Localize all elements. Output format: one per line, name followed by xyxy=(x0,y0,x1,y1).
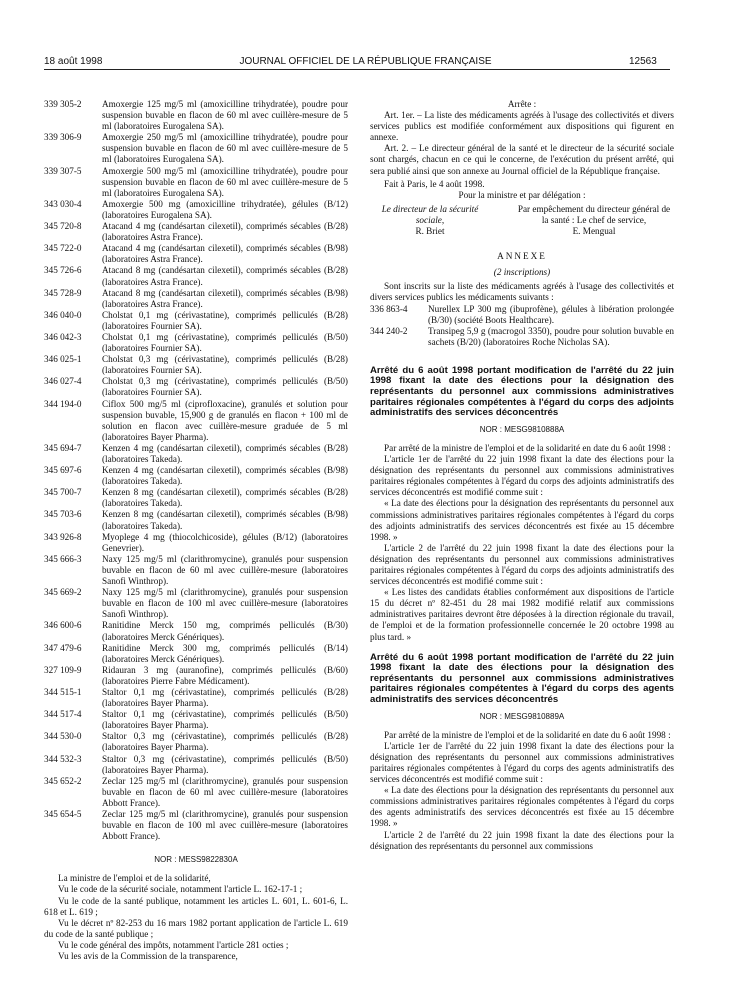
body-paragraph: L'article 1er de l'arrêté du 22 juin 1998 fixant la date des élections pour la désignation des représentants du personnel aux commissions administratives paritaires régionales compétentes à l'égard du corps des adjoints administratifs des services déconcentrés est modifié comme suit : xyxy=(370,454,674,498)
drug-code: 346 600-6 xyxy=(44,620,82,631)
signatory-right-title: Par empêchement du directeur général de la santé : Le chef de service, xyxy=(517,203,671,225)
body-paragraph: L'article 1er de l'arrêté du 22 juin 1998 fixant la date des élections pour la désignation des représentants du personnel aux commissions administratives paritaires régionales compétentes à l'égard du corps des agents administratifs des services déconcentrés est modifié comme suit : xyxy=(370,740,674,785)
drug-code: 336 863-4 xyxy=(370,303,408,314)
drug-description: Atacand 4 mg (candésartan cilexetil), comprimés sécables (B/98) (laboratoires Astra France). xyxy=(102,243,348,265)
drug-code: 345 666-3 xyxy=(44,553,82,564)
nor-reference-1: NOR : MESG9810888A xyxy=(479,424,565,434)
preamble-line: La ministre de l'emploi et de la solidarité, xyxy=(58,873,211,884)
drug-code: 346 025-1 xyxy=(44,354,82,365)
arrete-label: Arrête : xyxy=(507,99,537,109)
drug-entry xyxy=(44,554,348,587)
delegation-line: Pour la ministre et par délégation : xyxy=(458,189,586,200)
drug-description: Amoxergie 500 mg/5 ml (amoxicilline trihydratée), poudre pour suspension buvable en flacon de 60 ml avec cuillère-mesure de 5 ml (laboratoires Eurogalena SA). xyxy=(102,165,348,198)
drug-description: Amoxergie 500 mg (amoxicilline trihydratée), gélules (B/12) (laboratoires Eurogalena SA). xyxy=(102,198,348,220)
drug-entry xyxy=(44,221,348,243)
drug-code: 344 240-2 xyxy=(370,325,408,336)
drug-description: Myoplege 4 mg (thiocolchicoside), gélules (B/12) (laboratoires Genevrier). xyxy=(102,531,348,553)
preamble-line: Vu le code général des impôts, notamment l'article 281 octies ; xyxy=(58,939,289,950)
drug-code: 344 515-1 xyxy=(44,686,82,697)
decree-body-1 xyxy=(370,443,674,643)
drug-description: Kenzen 4 mg (candésartan cilexetil), comprimés sécables (B/98) (laboratoires Takeda). xyxy=(102,465,348,487)
drug-entry xyxy=(44,288,348,310)
drug-description: Staltor 0,1 mg (cérivastatine), comprimés pelliculés (B/28) (laboratoires Bayer Pharma). xyxy=(102,686,348,709)
drug-list xyxy=(44,99,348,842)
body-paragraph: L'article 2 de l'arrêté du 22 juin 1998 fixant la date des élections pour la désignation des représentants du personnel aux commissions administratives paritaires régionales compétentes à l'égard du corps des adjoints administratifs des services déconcentrés est modifié comme suit : xyxy=(370,542,674,587)
drug-description: Ranitidine Merck 150 mg, comprimés pelliculés (B/30) (laboratoires Merck Génériques). xyxy=(102,620,348,642)
drug-code: 339 306-9 xyxy=(44,132,82,143)
drug-entry xyxy=(44,376,348,398)
drug-description: Cholstat 0,1 mg (cérivastatine), comprimés pelliculés (B/50) (laboratoires Fournier SA). xyxy=(102,331,348,354)
drug-code: 339 305-2 xyxy=(44,99,82,109)
drug-entry xyxy=(44,809,348,842)
drug-entry xyxy=(44,587,348,620)
drug-entry xyxy=(44,199,348,221)
drug-entry xyxy=(44,509,348,531)
drug-entry xyxy=(44,166,348,199)
drug-code: 346 040-0 xyxy=(44,309,82,320)
drug-description: Cholstat 0,1 mg (cérivastatine), comprimés pelliculés (B/28) (laboratoires Fournier SA). xyxy=(102,309,348,331)
preamble-line: Vu le décret nº 82-253 du 16 mars 1982 portant application de l'article L. 619 du code de la santé publique ; xyxy=(44,917,348,939)
signatory-left-title: Le directeur de la sécurité sociale, xyxy=(381,203,479,225)
drug-description: Ridauran 3 mg (auranofine), comprimés pelliculés (B/60) (laboratoires Pierre Fabre Médicament). xyxy=(102,664,348,686)
drug-code: 343 926-8 xyxy=(44,531,82,542)
drug-entry xyxy=(44,99,348,132)
drug-description: Atacand 4 mg (candésartan cilexetil), comprimés sécables (B/28) (laboratoires Astra France). xyxy=(102,221,348,243)
drug-code: 344 532-3 xyxy=(44,753,82,764)
drug-description: Kenzen 4 mg (candésartan cilexetil), comprimés sécables (B/28) (laboratoires Takeda). xyxy=(102,442,348,464)
nor-reference: NOR : MESS9822830A xyxy=(154,855,238,865)
drug-entry xyxy=(44,265,348,287)
body-paragraph: « Les listes des candidats établies conformément aux dispositions de l'article 15 du décret nº 82-451 du 28 mai 1982 modifié relatif aux commissions administratives paritaires devront être déposées à la direction régionale du travail, de l'emploi et de la formation professionnelle concernée le 20 octobre 1998 au plus tard. » xyxy=(370,587,674,642)
drug-description: Naxy 125 mg/5 ml (clarithromycine), granulés pour suspension buvable en flacon de 60 ml avec cuillère-mesure (laboratoires Sanofi Winthrop). xyxy=(102,553,348,587)
drug-entry xyxy=(44,132,348,165)
preamble-line: Vu les avis de la Commission de la transparence, xyxy=(58,951,238,962)
header-rule xyxy=(44,69,670,70)
drug-code: 347 479-6 xyxy=(44,642,82,653)
drug-description: Kenzen 8 mg (candésartan cilexetil), comprimés sécables (B/98) (laboratoires Takeda). xyxy=(102,509,348,531)
drug-code: 344 530-0 xyxy=(44,731,82,742)
decree-heading-2: Arrêté du 6 août 1998 portant modification de l'arrêté du 22 juin 1998 fixant la date des élections pour la désignation des représentants du personnel aux commissions administratives paritaires régionales compétentes à l'égard du corps des agents administratifs des services déconcentrés xyxy=(370,651,674,705)
header-date: 18 août 1998 xyxy=(44,56,103,67)
drug-entry xyxy=(44,443,348,465)
drug-entry xyxy=(44,643,348,665)
header-journal-title: JOURNAL OFFICIEL DE LA RÉPUBLIQUE FRANÇAISE xyxy=(239,56,492,67)
drug-code: 343 030-4 xyxy=(44,198,82,209)
drug-code: 345 722-0 xyxy=(44,243,82,254)
drug-description: Staltor 0,3 mg (cérivastatine), comprimés pelliculés (B/28) (laboratoires Bayer Pharma). xyxy=(102,731,348,753)
drug-description: Cholstat 0,3 mg (cérivastatine), comprimés pelliculés (B/28) (laboratoires Fournier SA). xyxy=(102,354,348,376)
drug-entry xyxy=(44,776,348,809)
body-paragraph: L'article 2 de l'arrêté du 22 juin 1998 fixant la date des élections pour la désignation des représentants du personnel aux commissions xyxy=(370,829,674,851)
drug-code: 339 307-5 xyxy=(44,165,82,176)
left-column xyxy=(44,99,348,962)
drug-code: 345 697-6 xyxy=(44,465,82,476)
drug-entry xyxy=(44,620,348,642)
drug-code: 345 726-6 xyxy=(44,265,82,276)
drug-description: Staltor 0,1 mg (cérivastatine), comprimés pelliculés (B/50) (laboratoires Bayer Pharma). xyxy=(102,709,348,731)
drug-description: Atacand 8 mg (candésartan cilexetil), comprimés sécables (B/28) (laboratoires Astra France). xyxy=(102,265,348,287)
drug-entry xyxy=(44,310,348,332)
signatures xyxy=(370,204,674,237)
drug-description: Naxy 125 mg/5 ml (clarithromycine), granulés pour suspension buvable en flacon de 100 ml avec cuillère-mesure (laboratoires Sanofi Winthrop). xyxy=(102,587,348,620)
drug-code: 345 694-7 xyxy=(44,442,82,453)
drug-description: Nurellex LP 300 mg (ibuprofène), gélules à libération prolongée (B/30) (société Boots Healthcare). xyxy=(428,303,674,325)
annexe-count: (2 inscriptions) xyxy=(493,267,551,278)
drug-entry xyxy=(44,731,348,753)
drug-entry xyxy=(44,465,348,487)
drug-code: 345 669-2 xyxy=(44,587,82,598)
drug-description: Amoxergie 250 mg/5 ml (amoxicilline trihydratée), poudre pour suspension buvable en flacon de 60 ml avec cuillère-mesure de 5 ml (laboratoires Eurogalena SA). xyxy=(102,132,348,165)
drug-entry xyxy=(44,399,348,443)
drug-code: 346 027-4 xyxy=(44,376,82,387)
drug-entry xyxy=(370,304,674,326)
drug-description: Staltor 0,3 mg (cérivastatine), comprimés pelliculés (B/50) (laboratoires Bayer Pharma). xyxy=(102,753,348,775)
drug-entry xyxy=(44,243,348,265)
drug-entry xyxy=(44,665,348,687)
drug-description: Ranitidine Merck 300 mg, comprimés pelliculés (B/14) (laboratoires Merck Génériques). xyxy=(102,642,348,664)
annexe-drug-list xyxy=(370,304,674,348)
drug-code: 345 720-8 xyxy=(44,221,82,232)
drug-entry xyxy=(44,687,348,709)
right-column xyxy=(370,99,674,852)
decree-heading-1: Arrêté du 6 août 1998 portant modification de l'arrêté du 22 juin 1998 fixant la date des élections pour la désignation des représentants du personnel aux commissions administratives paritaires régionales compétentes à l'égard du corps des adjoints administratifs des services déconcentrés xyxy=(370,364,674,419)
drug-description: Ciflox 500 mg/5 ml (ciprofloxacine), granulés et solution pour suspension buvable, 15,900 g de granulés en flacon + 100 ml de solution en flacon avec cuillère-mesure graduée de 5 ml (laboratoires Bayer Pharma). xyxy=(102,398,348,442)
drug-entry xyxy=(370,326,674,348)
signatory-right-name: E. Mengual xyxy=(572,226,616,237)
drug-code: 345 728-9 xyxy=(44,287,82,298)
annexe-intro: Sont inscrits sur la liste des médicaments agréés à l'usage des collectivités et divers services publics les médicaments suivants : xyxy=(370,281,674,303)
drug-code: 345 703-6 xyxy=(44,509,82,520)
drug-entry xyxy=(44,532,348,554)
drug-code: 345 700-7 xyxy=(44,487,82,498)
article-2: Art. 2. – Le directeur général de la santé et le directeur de la sécurité sociale sont chargés, chacun en ce qui le concerne, de l'exécution du présent arrêté, qui sera publié ainsi que son annexe au Journal officiel de la République française. xyxy=(370,143,674,176)
preamble-line: Vu le code de la santé publique, notamment les articles L. 601, L. 601-6, L. 618 et L. 619 ; xyxy=(44,895,348,917)
decree-body-2 xyxy=(370,730,674,852)
drug-code: 345 654-5 xyxy=(44,809,82,819)
drug-code: 344 194-0 xyxy=(44,398,82,409)
drug-entry xyxy=(44,709,348,731)
drug-code: 327 109-9 xyxy=(44,664,82,675)
header-page-number: 12563 xyxy=(629,56,657,67)
preamble-line: Vu le code de la sécurité sociale, notamment l'article L. 162-17-1 ; xyxy=(58,884,303,895)
drug-entry xyxy=(44,354,348,376)
drug-entry xyxy=(44,332,348,354)
drug-code: 345 652-2 xyxy=(44,775,82,786)
drug-description: Atacand 8 mg (candésartan cilexetil), comprimés sécables (B/98) (laboratoires Astra France). xyxy=(102,287,348,309)
preamble xyxy=(44,873,348,962)
body-paragraph: Par arrêté de la ministre de l'emploi et de la solidarité en date du 6 août 1998 : xyxy=(384,442,671,453)
signatory-left-name: R. Briet xyxy=(415,226,445,237)
drug-entry xyxy=(44,754,348,776)
drug-description: Cholstat 0,3 mg (cérivastatine), comprimés pelliculés (B/50) (laboratoires Fournier SA). xyxy=(102,376,348,398)
drug-description: Kenzen 8 mg (candésartan cilexetil), comprimés sécables (B/28) (laboratoires Takeda). xyxy=(102,487,348,509)
body-paragraph: « La date des élections pour la désignation des représentants du personnel aux commissions administratives paritaires régionales compétentes à l'égard du corps des agents administratifs des services déconcentrés est fixée au 15 décembre 1998. » xyxy=(370,785,674,829)
drug-description: Amoxergie 125 mg/5 ml (amoxicilline trihydratée), poudre pour suspension buvable en flacon de 60 ml avec cuillère-mesure de 5 ml (laboratoires Eurogalena SA). xyxy=(102,99,348,132)
drug-entry xyxy=(44,487,348,509)
nor-reference-2: NOR : MESG9810889A xyxy=(479,711,565,721)
drug-description: Zeclar 125 mg/5 ml (clarithromycine), granulés pour suspension buvable en flacon de 60 ml avec cuillère-mesure (laboratoires Abbott France). xyxy=(102,775,348,808)
drug-description: Zeclar 125 mg/5 ml (clarithromycine), granulés pour suspension buvable en flacon de 100 ml avec cuillère-mesure (laboratoires Abbott France). xyxy=(102,809,348,842)
annexe-title: ANNEXE xyxy=(497,251,547,262)
article-1: Art. 1er. – La liste des médicaments agréés à l'usage des collectivités et divers services publics est modifiée conformément aux dispositions qui figurent en annexe. xyxy=(370,110,674,143)
drug-code: 346 042-3 xyxy=(44,331,82,342)
drug-code: 344 517-4 xyxy=(44,709,82,720)
body-paragraph: « La date des élections pour la désignation des représentants du personnel aux commissions administratives paritaires régionales compétentes à l'égard du corps des adjoints administratifs des services déconcentrés est fixée au 15 décembre 1998. » xyxy=(370,498,674,542)
signature-date: Fait à Paris, le 4 août 1998. xyxy=(384,178,485,189)
drug-description: Transipeg 5,9 g (macrogol 3350), poudre pour solution buvable en sachets (B/20) (laboratoires Roche Nicholas SA). xyxy=(428,325,674,347)
body-paragraph: Par arrêté de la ministre de l'emploi et de la solidarité en date du 6 août 1998 : xyxy=(384,729,671,740)
